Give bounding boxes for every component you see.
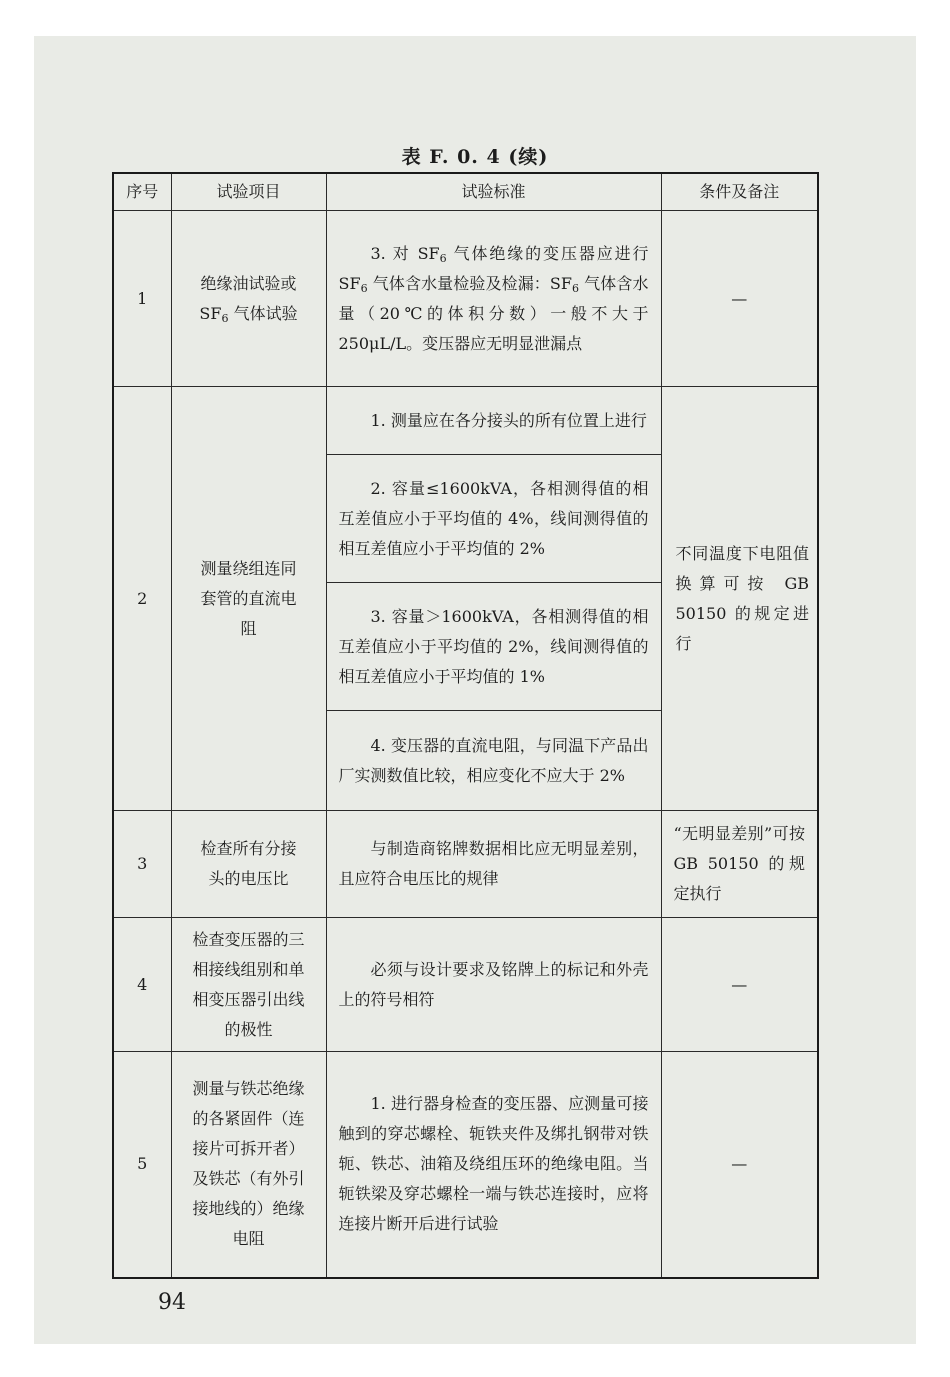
row-standard [326, 1052, 661, 1278]
row-note: — [661, 1052, 818, 1278]
standard-text: 4. 变压器的直流电阻，与同温下产品出厂实测数值比较，相应变化不应大于 2% [338, 735, 649, 785]
item-text: 绝缘油试验或 [200, 273, 297, 293]
subscript: 6 [571, 281, 579, 295]
test-standards-table [112, 172, 819, 1279]
standard-text: 2. 容量≤1600kVA，各相测得值的相互差值应小于平均值的 4%，线间测得值的相互差值应小于平均值的 2% [338, 478, 649, 558]
standard-text: 3. 容量＞1600kVA，各相测得值的相互差值应小于平均值的 2%，线间测得值的相互差值应小于平均值的 1% [338, 606, 649, 686]
row-standard [326, 387, 661, 455]
row-note: 不同温度下电阻值换算可按 GB 50150 的规定进行 [661, 387, 818, 811]
header-num: 序号 [113, 173, 171, 211]
table-header-row [113, 173, 818, 211]
table-row [113, 1052, 818, 1278]
row-num: 5 [113, 1052, 171, 1278]
row-item [171, 211, 326, 387]
row-item: 检查变压器的三相接线组别和单相变压器引出线的极性 [171, 918, 326, 1052]
item-text: SF [199, 303, 222, 323]
row-num: 3 [113, 811, 171, 918]
row-standard [326, 211, 661, 387]
table-row [113, 918, 818, 1052]
row-num: 1 [113, 211, 171, 387]
standard-text: 气体含水量检验及检漏：SF [367, 273, 572, 293]
standard-text: 1. 测量应在各分接头的所有位置上进行 [370, 410, 647, 430]
table-row [113, 211, 818, 387]
header-item: 试验项目 [171, 173, 326, 211]
standard-text: 3. 对 SF [370, 243, 440, 263]
row-item: 检查所有分接头的电压比 [171, 811, 326, 918]
standard-text: 与制造商铭牌数据相比应无明显差别，且应符合电压比的规律 [338, 839, 649, 888]
row-note: “无明显差别”可按 GB 50150 的规定执行 [661, 811, 818, 918]
header-standard: 试验标准 [326, 173, 661, 211]
standard-text: 气体绝缘的变压器应进行 SF [338, 243, 649, 293]
subscript: 6 [221, 311, 229, 325]
standard-text: 气体含水量（20℃的体积分数）一般不大于 250μL/L。变压器应无明显泄漏点 [338, 273, 649, 353]
page-number: 94 [158, 1290, 186, 1315]
table-row [113, 387, 818, 455]
table-title: 表 F. 0. 4 (续) [401, 146, 549, 168]
row-standard [326, 811, 661, 918]
header-note: 条件及备注 [661, 173, 818, 211]
row-standard [326, 918, 661, 1052]
row-standard [326, 583, 661, 711]
row-note: — [661, 918, 818, 1052]
row-num: 4 [113, 918, 171, 1052]
row-item: 测量绕组连同套管的直流电阻 [171, 387, 326, 811]
row-note: — [661, 211, 818, 387]
row-num: 2 [113, 387, 171, 811]
row-standard [326, 455, 661, 583]
subscript: 6 [360, 281, 368, 295]
row-item: 测量与铁芯绝缘的各紧固件（连接片可拆开者）及铁芯（有外引接地线的）绝缘电阻 [171, 1052, 326, 1278]
row-standard [326, 711, 661, 811]
standard-text: 必须与设计要求及铭牌上的标记和外壳上的符号相符 [338, 959, 649, 1009]
subscript: 6 [439, 251, 447, 265]
table-row [113, 811, 818, 918]
item-text: 气体试验 [228, 303, 298, 323]
standard-text: 1. 进行器身检查的变压器、应测量可接触到的穿芯螺栓、轭铁夹件及绑扎钢带对铁轭、铁芯、油箱及绕组压环的绝缘电阻。当轭铁梁及穿芯螺栓一端与铁芯连接时，应将连接片断开后进行试验 [338, 1094, 649, 1234]
